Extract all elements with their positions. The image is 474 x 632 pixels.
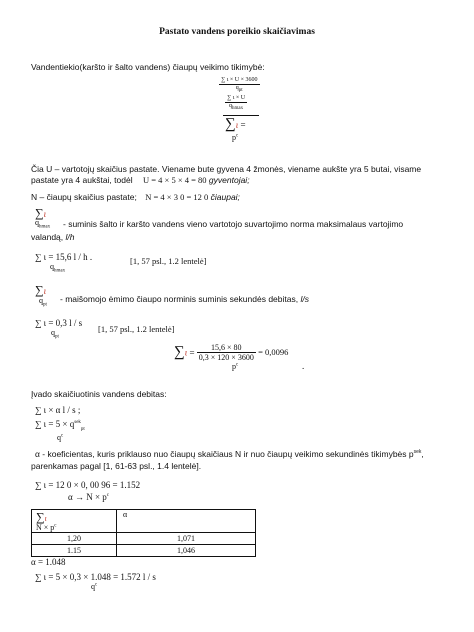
users-equation: U = 4 × 5 × 4 = 80 bbox=[142, 175, 207, 185]
fraction-upper bbox=[219, 77, 260, 94]
value-flow: ∑ ι = 0,3 l / s $q_{pt}$ bbox=[35, 318, 83, 340]
desc-norm: - suminis šalto ir karšto vandens vieno vartotojo suvartojimo norma maksimalaus vartojimo bbox=[63, 219, 404, 229]
para-users: Čia U – vartotojų skaičius pastate. Viename bute gyvena 4 žmonės, viename aukšte yra 5 butai, visame bbox=[31, 164, 422, 174]
table-header-np-label: N × p bbox=[36, 522, 55, 532]
formula-flow-a bbox=[35, 405, 80, 415]
calc-num: 15,6 × 80 bbox=[197, 343, 256, 353]
table-header-row bbox=[32, 510, 256, 533]
value-norm: ∑ ι = 15,6 l / h . $q_{hmax}$ bbox=[35, 252, 93, 274]
calc-den: 0,3 × 120 × 3600 bbox=[198, 353, 254, 363]
alpha-table bbox=[31, 509, 256, 557]
p-symbol: p bbox=[232, 133, 236, 142]
table-header-alpha: α bbox=[117, 510, 256, 533]
value-flow-text: ∑ ι = 0,3 l / s bbox=[35, 318, 83, 328]
alpha-desc-text: α - koeficientas, kuris priklauso nuo čiaupų skaičiaus N ir nuo čiaupų veikimo sekundinės tikimybės p bbox=[35, 449, 414, 459]
sub-pt: pt bbox=[238, 88, 243, 94]
ivado-heading: Įvado skaičiuotinis vandens debitas: bbox=[31, 389, 167, 399]
table-cell-alpha: 1,046 bbox=[117, 545, 256, 557]
ref-norm: [1, 57 psl., 1.2 lentelė] bbox=[130, 256, 207, 266]
ell-symbol: ι bbox=[235, 120, 239, 130]
table-header-np: ∑ι $N \times p^c$ bbox=[32, 510, 117, 533]
alpha-desc-cont: parenkamas pagal [1, 61-63 psl., 1.4 lentelė]. bbox=[31, 461, 202, 471]
formula-flow-a-text: ∑ ι × α l / s ; bbox=[35, 405, 81, 415]
alpha-desc-sup: sek bbox=[413, 449, 422, 456]
symbol-q-hmax: ∑ι $q_{hmax}$ bbox=[35, 206, 51, 230]
calc-probability: ∑ι = $\frac{15,6 \times 80}{0,3 \times 120 \times 3600}$ = 0,0096 $p^c$ bbox=[174, 343, 289, 372]
para-users-cont-text: pastate yra 4 aukštai, todėl bbox=[31, 175, 133, 185]
final-flow-text: ∑ ι = 5 × 0,3 × 1.048 = 1.572 l / s bbox=[35, 572, 156, 582]
sigma-symbol: ∑ bbox=[225, 116, 236, 132]
desc-norm-cont-text: valandą, bbox=[31, 232, 64, 242]
table-row bbox=[32, 545, 256, 557]
fraction-lower bbox=[225, 95, 247, 112]
taps-equation: N = 4 × 3 0 = 12 0 bbox=[145, 192, 209, 202]
symbol-q-pt: ∑ι $q_{pt}$ bbox=[35, 283, 47, 308]
formula-flow-b: ∑ $\iota = 5 \times q^{sek}_{pt}$ $q^c$ bbox=[35, 419, 85, 442]
ref-flow: [1, 57 psl., 1.2 lentelė] bbox=[98, 324, 175, 334]
alpha-map: $\alpha \to N \times p^c$ bbox=[68, 492, 110, 502]
np-calc: ∑ ι = 12 0 × 0, 00 96 = 1.152 bbox=[35, 480, 141, 490]
alpha-result: α = 1.048 bbox=[31, 557, 66, 567]
formula-flow-b-text: ∑ ι = 5 × q bbox=[35, 419, 75, 429]
taps-tail: čiaupai; bbox=[210, 192, 240, 202]
para-users-cont bbox=[31, 176, 250, 186]
fraction-upper-den: q bbox=[235, 84, 239, 91]
alpha-desc: α - koeficientas, kuris priklauso nuo čiaupų skaičiaus N ir nuo čiaupų veikimo sekundinės tikimybės $p^{sek}$, bbox=[35, 449, 424, 459]
desc-norm-cont bbox=[31, 233, 75, 243]
intro-text: Vandentiekio(karšto ir šalto vandens) čiaupų veikimo tikimybė: bbox=[31, 62, 265, 72]
final-flow: ∑ ι = 5 × 0,3 × 1.048 = 1.572 l / s $q^c$ bbox=[35, 572, 156, 592]
fraction-upper-num: ∑ ι × U × 3600 bbox=[221, 77, 258, 83]
calc-result: = 0,0096 bbox=[258, 346, 289, 357]
value-norm-text: ∑ ι = 15,6 l / h . bbox=[35, 252, 93, 262]
users-tail: gyventojai; bbox=[208, 175, 250, 185]
table-cell-np: 1,20 bbox=[32, 533, 117, 545]
sub-hmax: hmax bbox=[232, 106, 244, 112]
fraction-lower-num: ∑ ι × U bbox=[227, 95, 246, 101]
table-cell-np: 1.15 bbox=[32, 545, 117, 557]
fraction-lower-den: q bbox=[229, 102, 232, 109]
page-title: Pastato vandens poreikio skaičiavimas bbox=[159, 27, 315, 37]
desc-flow-text: - maišomojo ėmimo čiaupo norminis suminis sekundės debitas, bbox=[60, 294, 299, 304]
table-row bbox=[32, 533, 256, 545]
table-cell-alpha: 1,071 bbox=[117, 533, 256, 545]
desc-flow bbox=[60, 295, 309, 305]
desc-flow-unit: l/s bbox=[300, 294, 309, 304]
desc-norm-unit: l/h bbox=[65, 232, 75, 242]
para-taps-text: N – čiaupų skaičius pastate; bbox=[31, 192, 137, 202]
alpha-map-text: α → N × p bbox=[68, 492, 107, 502]
para-taps bbox=[31, 193, 240, 203]
